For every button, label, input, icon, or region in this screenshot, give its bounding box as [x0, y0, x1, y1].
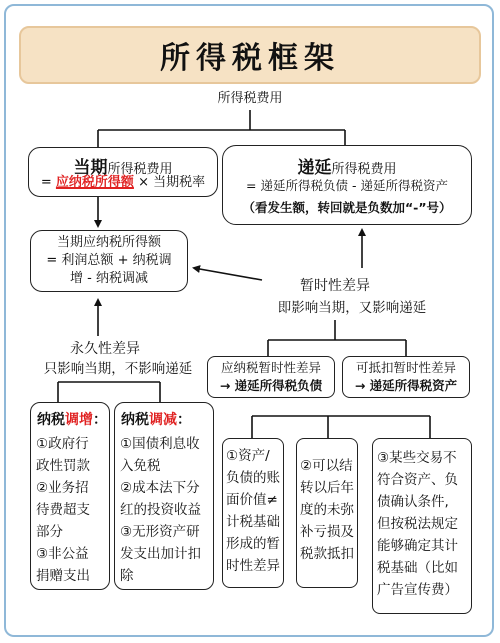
temporary-difference-title: 暂时性差异 [300, 278, 370, 294]
note1-line: 负债的账 [226, 470, 280, 486]
decrease-line: ①国债利息收 [120, 436, 200, 452]
taxable-income-box [30, 230, 188, 292]
note3-line: 税基础（比如 [377, 560, 458, 576]
permanent-difference-title: 永久性差异 [70, 341, 140, 357]
taxable-temporary-line2: → 递延所得税负债 [219, 378, 323, 393]
note1-line: 面价值≠ [226, 492, 278, 508]
taxable-income-line2: = 利润总额 + 纳税调 [46, 253, 172, 268]
decrease-head-colon: ： [177, 412, 191, 428]
temporary-difference-desc: 即影响当期，又影响递延 [277, 300, 427, 316]
taxable-temporary-line1: 应纳税暂时性差异 [220, 360, 321, 375]
decrease-head-red: 调减 [149, 412, 177, 428]
deferred-tax-box [222, 145, 472, 225]
note3-line: 债确认条件, [377, 494, 449, 510]
increase-line: 部分 [36, 524, 63, 540]
decrease-line: 入免税 [120, 458, 161, 474]
tax-decrease-box [114, 402, 214, 590]
note3-line: 广告宣传费） [377, 582, 458, 598]
decrease-line: ③无形资产研 [120, 524, 200, 540]
note2-line: 转以后年 [300, 480, 354, 496]
increase-line: 捐赠支出 [36, 568, 90, 584]
increase-head-red: 调增 [65, 412, 93, 428]
current-head-rest: 所得税费用 [107, 162, 173, 177]
note2-line: ②可以结 [300, 458, 353, 474]
title-banner [19, 26, 481, 84]
decrease-line: 发支出加计扣 [120, 546, 201, 562]
taxable-temporary-box [207, 356, 335, 398]
increase-line: ②业务招 [36, 480, 89, 496]
current-head-strong: 当期 [73, 158, 108, 178]
note3-line: 但按税法规定 [377, 516, 458, 532]
decrease-line: 除 [120, 568, 134, 584]
note3-line: 符合资产、负 [377, 472, 458, 488]
deferred-head-rest: 所得税费用 [331, 162, 397, 177]
temporary-note-box-3 [372, 438, 472, 614]
note2-line: 税款抵扣 [300, 546, 354, 562]
temporary-note-box-1 [222, 438, 284, 588]
increase-line: ③非公益 [36, 546, 89, 562]
decrease-head-black: 纳税 [121, 412, 149, 428]
note2-line: 补亏损及 [300, 524, 354, 540]
page-title: 所得税框架 [160, 41, 340, 76]
root-label: 所得税费用 [217, 91, 283, 106]
increase-head-colon: ： [93, 412, 107, 428]
note3-line: ③某些交易不 [377, 450, 457, 466]
decrease-line: ②成本法下分 [120, 480, 200, 496]
increase-head-black: 纳税 [37, 412, 65, 428]
deductible-temporary-box [342, 356, 470, 398]
note1-line: 形成的暂 [226, 536, 280, 552]
note3-line: 能够确定其计 [377, 538, 458, 554]
current-formula-rest: × 当期税率 [138, 175, 206, 190]
deductible-temporary-line1: 可抵扣暂时性差异 [355, 360, 456, 375]
deferred-note: （看发生额，转回就是负数加“-”号） [242, 200, 452, 215]
deductible-temporary-line2: → 递延所得税资产 [354, 378, 458, 393]
increase-line: 政性罚款 [36, 458, 90, 474]
taxable-income-line1: 当期应纳税所得额 [56, 235, 161, 250]
note1-line: 计税基础 [226, 514, 280, 530]
current-tax-box [28, 147, 218, 197]
note1-line: ①资产/ [226, 448, 270, 464]
decrease-line: 红的投资收益 [120, 502, 201, 518]
note2-line: 度的未弥 [300, 502, 354, 518]
deferred-head-strong: 递延 [297, 158, 332, 178]
taxable-income-line3: 增 - 纳税调减 [70, 271, 148, 286]
note1-line: 时性差异 [226, 558, 280, 574]
current-eq: = [40, 175, 52, 190]
permanent-difference-desc: 只影响当期，不影响递延 [43, 361, 193, 377]
current-formula-red: 应纳税所得额 [55, 175, 134, 190]
increase-line: ①政府行 [36, 436, 89, 452]
deferred-formula: = 递延所得税负债 - 递延所得税资产 [246, 178, 448, 193]
tax-increase-box [30, 402, 110, 590]
temporary-note-box-2 [296, 438, 358, 588]
increase-line: 待费超支 [36, 502, 90, 518]
